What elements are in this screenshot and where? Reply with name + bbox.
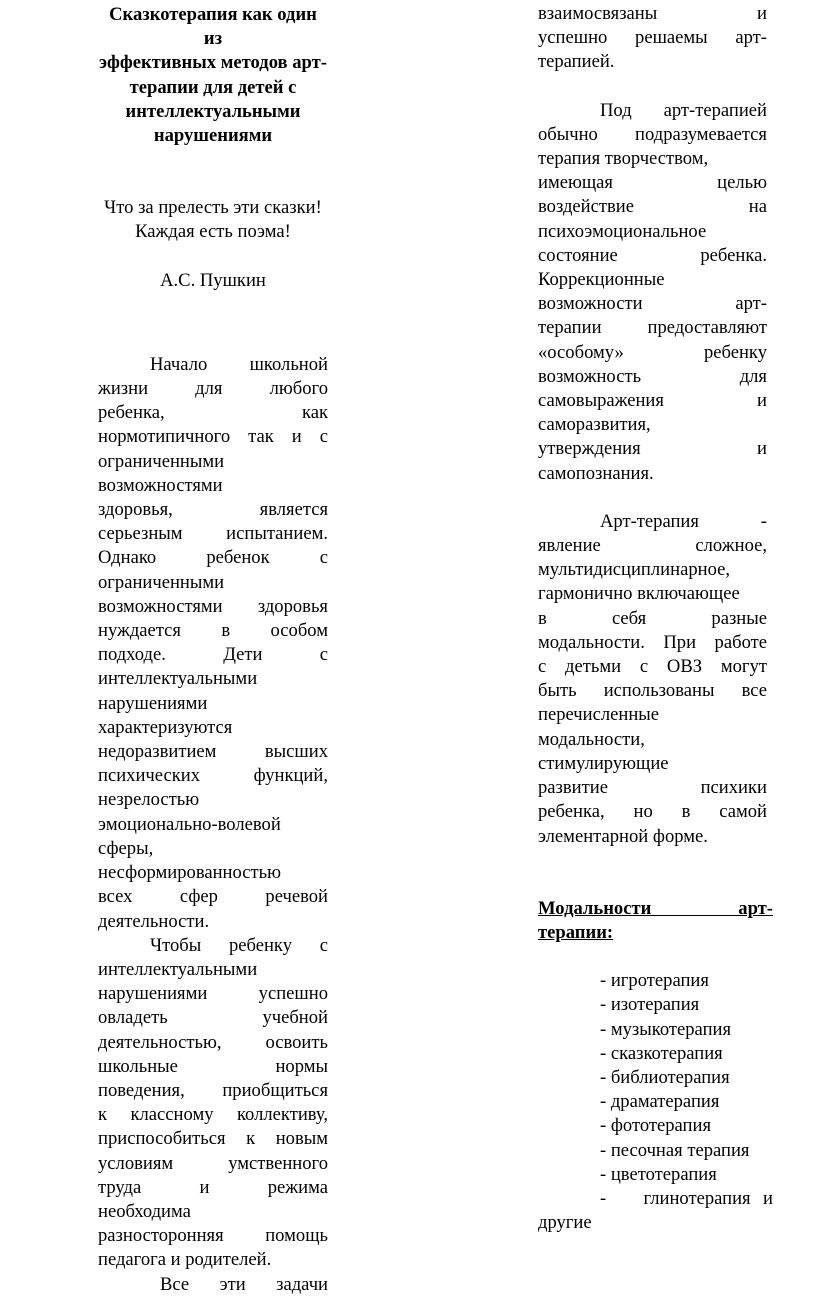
text-line: модальности. При работе (538, 631, 767, 653)
epigraph-author: А.С. Пушкин (160, 269, 266, 291)
title-line: терапии для детей с (129, 76, 297, 98)
text-line: деятельностью, освоить (98, 1031, 328, 1053)
text-line: возможность для (538, 365, 767, 387)
text-line: ребенка, как (98, 402, 328, 424)
text-line: нарушениями (98, 692, 208, 714)
epigraph (98, 196, 328, 293)
paragraph-help (98, 934, 328, 1273)
list-item: - библиотерапия (600, 1066, 730, 1088)
text-line: саморазвития, (538, 414, 651, 436)
spacer (538, 486, 767, 510)
text-line: мультидисциплинарное, (538, 559, 730, 581)
text-line: возможностями здоровья (98, 595, 328, 617)
text-line: необходима (98, 1200, 191, 1222)
text-line: интеллектуальными (98, 668, 258, 690)
text-line: в себя разные (538, 607, 767, 629)
text-line: развитие психики (538, 777, 767, 799)
text-line: к классному коллективу, (98, 1104, 328, 1126)
text-line: серьезным испытанием. (98, 523, 328, 545)
text-line: терапия творчеством, (538, 148, 709, 170)
text-line: характеризуются (98, 716, 233, 738)
list-item: - цветотерапия (600, 1163, 717, 1185)
spacer (538, 75, 767, 99)
list-item-continuation: другие (538, 1212, 592, 1234)
text-line: поведения, приобщиться (98, 1079, 328, 1101)
text-line: возможностями (98, 474, 223, 496)
list-item: - фототерапия (600, 1115, 712, 1137)
right-column (538, 0, 773, 1235)
spacer (98, 293, 328, 341)
title-line: интеллектуальными (125, 100, 301, 122)
text-line: нарушениями успешно (98, 983, 328, 1005)
text-line: обычно подразумевается (538, 123, 767, 145)
text-line: интеллектуальными (98, 958, 258, 980)
list-item: - изотерапия (600, 994, 700, 1016)
text-line: «особому» ребенку (538, 341, 767, 363)
list-item: - музыкотерапия (600, 1018, 732, 1040)
text-line: быть использованы все (538, 680, 767, 702)
text-line: стимулирующие (538, 752, 669, 774)
paragraph-tasks (98, 1273, 328, 1297)
text-line: успешно решаемы арт- (538, 27, 767, 49)
text-line: явление сложное, (538, 535, 767, 557)
text-line: недоразвитием высших (98, 741, 328, 763)
title-line: Сказкотерапия как один из (109, 4, 317, 50)
text-line: всех сфер речевой (98, 886, 328, 908)
text-line: разносторонняя помощь (98, 1225, 328, 1247)
spacer (538, 849, 767, 897)
text-line: психических функций, (98, 765, 328, 787)
text-line: Однако ребенок с (98, 547, 328, 569)
text-line: Все эти задачи (160, 1273, 328, 1295)
modalities-list (538, 969, 773, 1235)
text-line: сферы, (98, 837, 154, 859)
text-line: деятельности. (98, 910, 210, 932)
list-item: - песочная терапия (600, 1139, 750, 1161)
text-line: незрелостью (98, 789, 200, 811)
text-line: ограниченными (98, 450, 225, 472)
paragraph-continuation (538, 2, 767, 75)
text-line: возможности арт- (538, 293, 767, 315)
heading-line: Модальности арт- (538, 897, 773, 919)
spacer (538, 945, 767, 969)
text-line: гармонично включающее (538, 583, 740, 605)
text-line: перечисленные (538, 704, 660, 726)
heading-line: терапии: (538, 921, 614, 943)
text-line: самопознания. (538, 462, 654, 484)
text-line: самовыражения и (538, 390, 767, 412)
text-line: подходе. Дети с (98, 644, 328, 666)
text-line: Чтобы ребенку с (150, 934, 328, 956)
text-line: педагога и родителей. (98, 1249, 272, 1271)
text-line: воздействие на (538, 196, 767, 218)
text-line: утверждения и (538, 438, 767, 460)
epigraph-line: Что за прелесть эти сказки! (104, 197, 322, 219)
text-line: несформированностью (98, 862, 282, 884)
text-line: Арт-терапия - (600, 510, 767, 532)
list-item: - игротерапия (600, 970, 709, 992)
list-item: - глинотерапия и (600, 1187, 773, 1209)
text-line: ограниченными (98, 571, 225, 593)
paragraph-multidisciplinary (538, 510, 767, 849)
paragraph-intro (98, 353, 328, 934)
text-line: труда и режима (98, 1176, 328, 1198)
title-line: эффективных методов арт- (99, 52, 327, 74)
list-item: - сказкотерапия (600, 1042, 723, 1064)
text-line: состояние ребенка. (538, 244, 767, 266)
text-line: терапией. (538, 51, 615, 73)
spacer (98, 148, 328, 196)
text-line: нуждается в особом (98, 620, 328, 642)
text-line: взаимосвязаны и (538, 3, 767, 24)
text-line: школьные нормы (98, 1055, 328, 1077)
text-line: нормотипичного так и с (98, 426, 328, 448)
text-line: психоэмоциональное (538, 220, 707, 242)
list-item: - драматерапия (600, 1091, 720, 1113)
modalities-heading (538, 897, 773, 945)
title-line: нарушениями (153, 125, 273, 147)
text-line: условиям умственного (98, 1152, 328, 1174)
text-line: эмоционально-волевой (98, 813, 281, 835)
text-line: ребенка, но в самой (538, 801, 767, 823)
paragraph-art-therapy (538, 99, 767, 486)
text-line: овладеть учебной (98, 1007, 328, 1029)
text-line: элементарной форме. (538, 825, 708, 847)
text-line: терапии предоставляют (538, 317, 767, 339)
document-title (98, 3, 328, 148)
text-line: Коррекционные (538, 269, 665, 291)
text-line: Под арт-терапией (600, 99, 767, 121)
text-line: Начало школьной (150, 353, 328, 375)
text-line: приспособиться к новым (98, 1128, 328, 1150)
left-column (98, 0, 328, 1297)
text-line: здоровья, является (98, 499, 328, 521)
epigraph-line: Каждая есть поэма! (135, 221, 291, 243)
text-line: жизни для любого (98, 378, 328, 400)
text-line: с детьми с ОВЗ могут (538, 656, 767, 678)
text-line: модальности, (538, 728, 645, 750)
text-line: имеющая целью (538, 172, 767, 194)
